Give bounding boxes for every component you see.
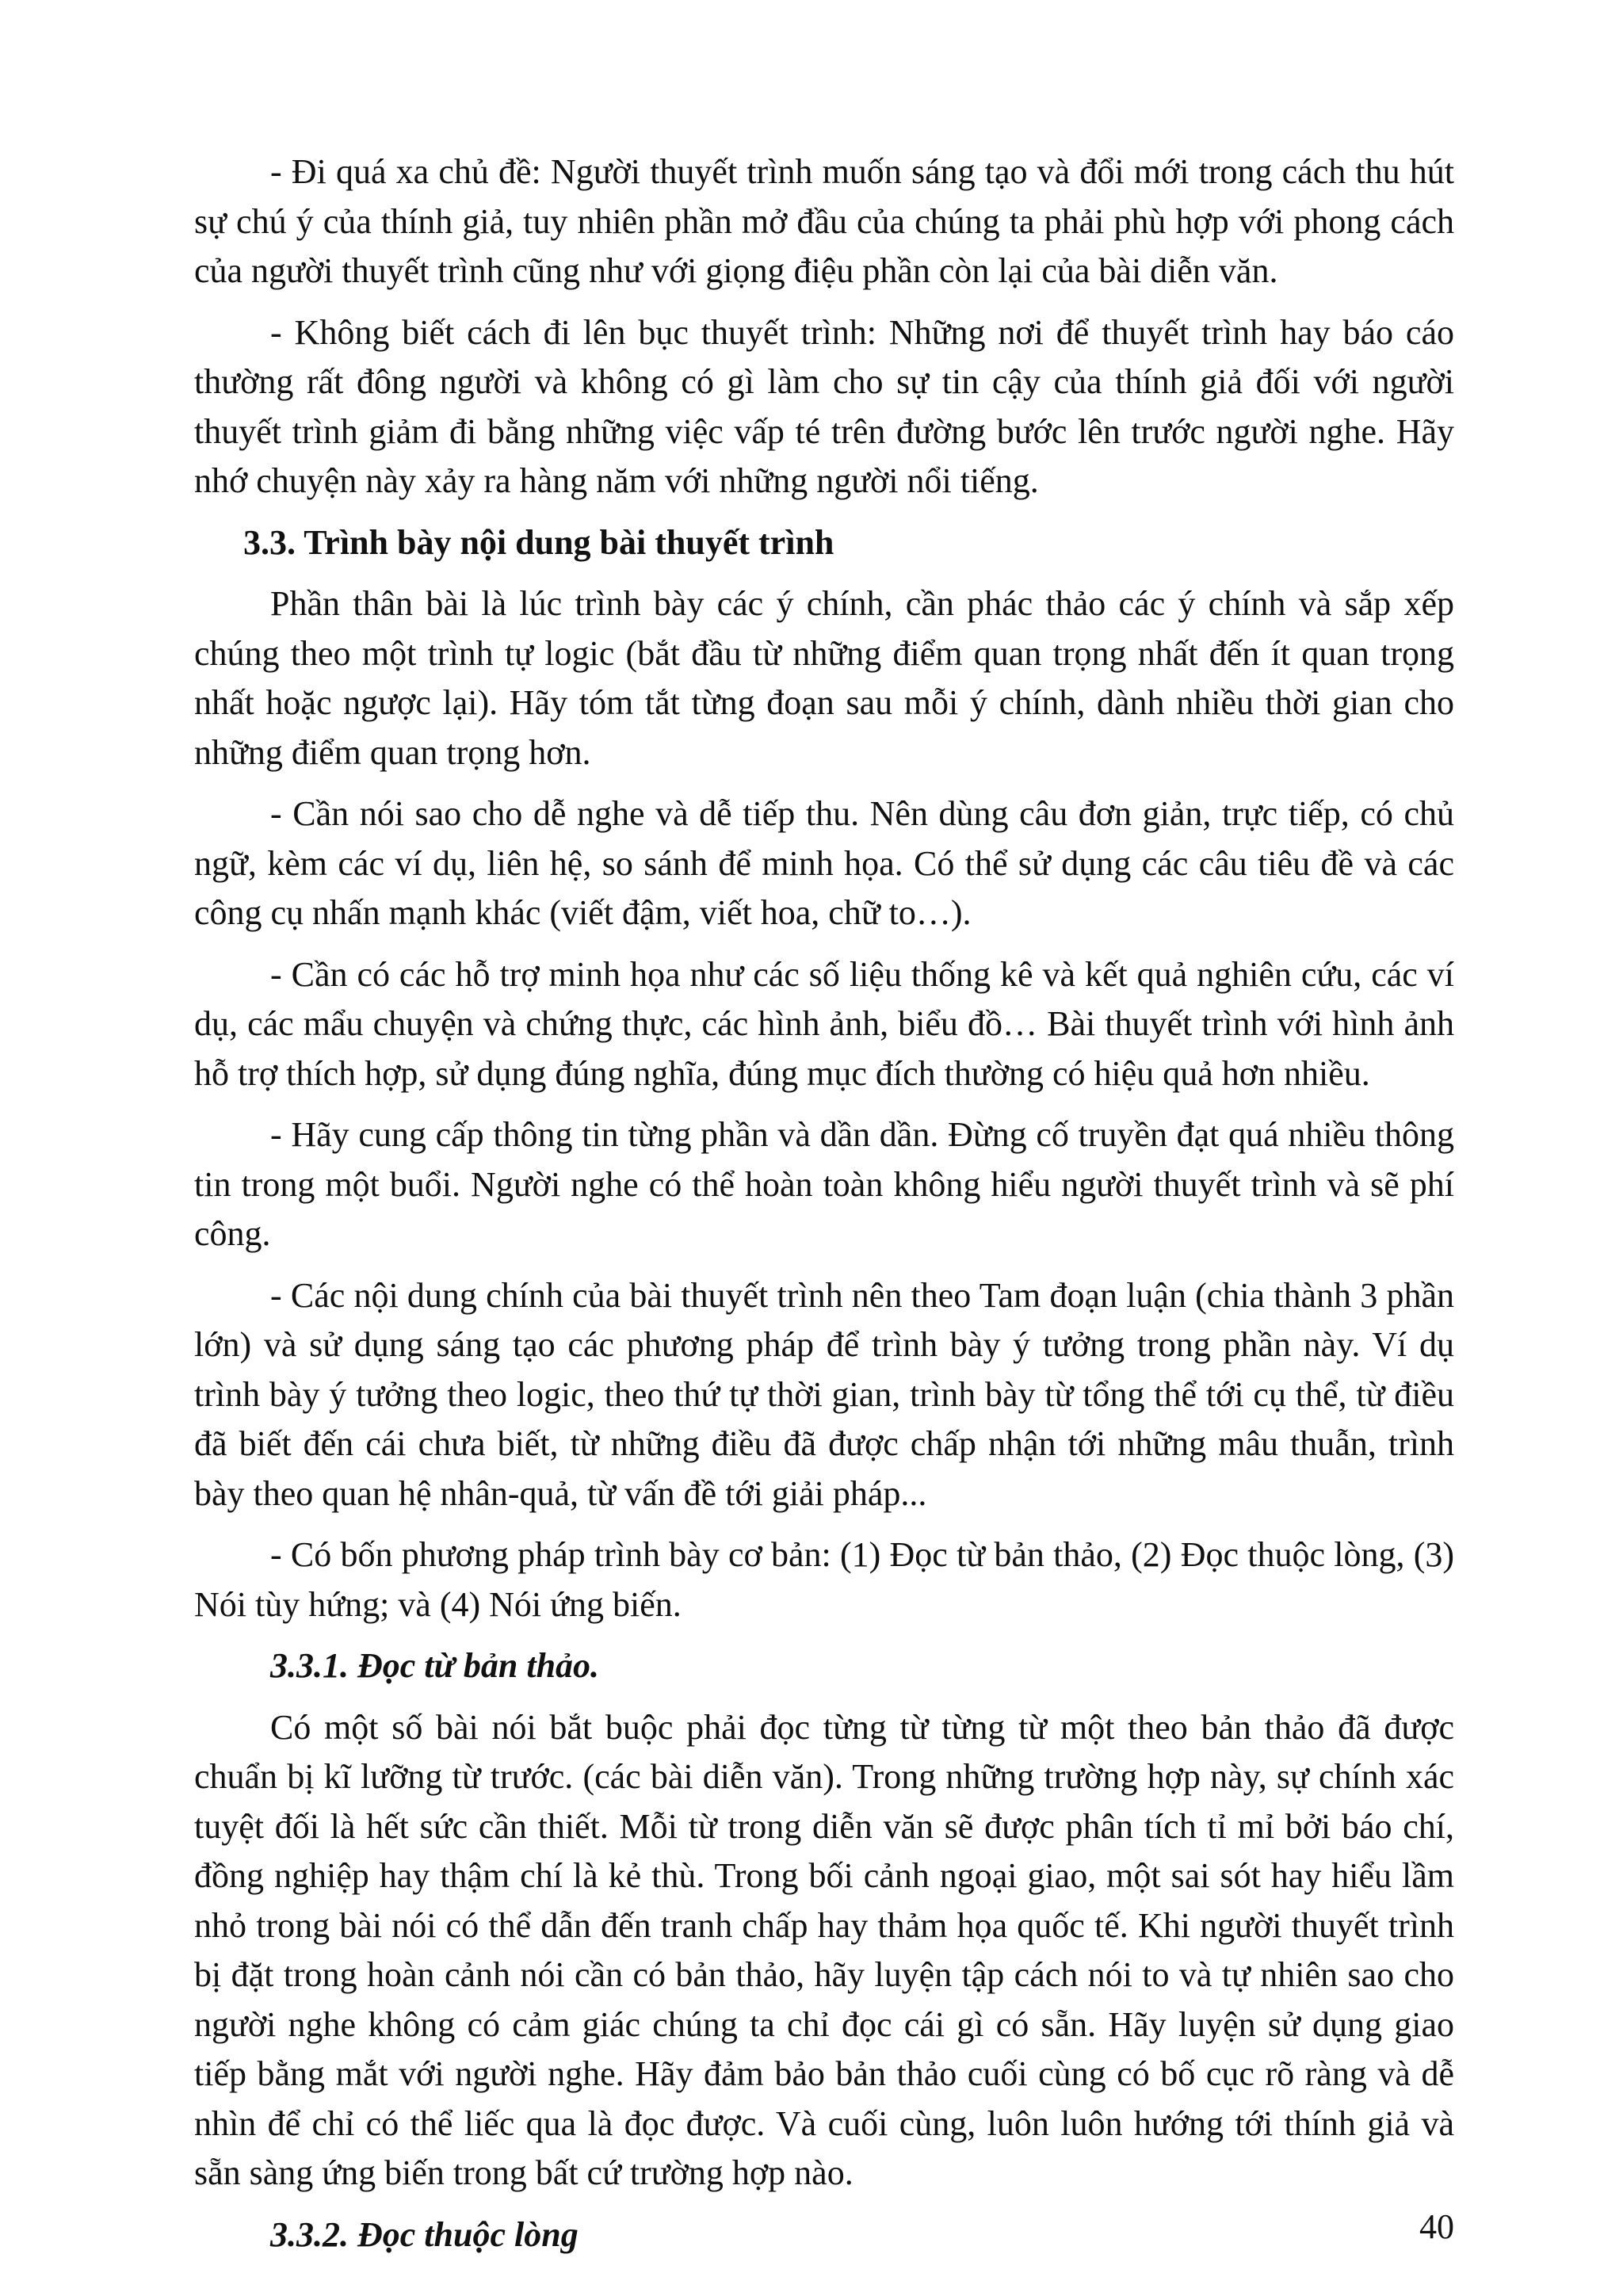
paragraph-stepping-up: - Không biết cách đi lên bục thuyết trình: Những nơi để thuyết trình hay báo cáo thường rất đông người và không có gì làm cho sự tin cậy của thính giả đối với người thuyết trình giảm đi bằng những việc vấp té trên đường bước lên trước người nghe. Hãy nhớ chuyện này xảy ra hàng năm với những người nổi tiếng. <box>194 312 1454 500</box>
paragraph-illustrations: - Cần có các hỗ trợ minh họa như các số liệu thống kê và kết quả nghiên cứu, các ví dụ, các mẩu chuyện và chứng thực, các hình ảnh, biểu đồ… Bài thuyết trình với hình ảnh hỗ trợ thích hợp, sử dụng đúng nghĩa, đúng mục đích thường có hiệu quả hơn nhiều. <box>194 954 1454 1093</box>
paragraph-body-intro: Phần thân bài là lúc trình bày các ý chính, cần phác thảo các ý chính và sắp xếp chúng theo một trình tự logic (bắt đầu từ những điểm quan trọng nhất đến ít quan trọng nhất hoặc ngược lại). Hãy tóm tắt từng đoạn sau mỗi ý chính, dành nhiều thời gian cho những điểm quan trọng hơn. <box>194 584 1454 772</box>
paragraph-syllogism: - Các nội dung chính của bài thuyết trình nên theo Tam đoạn luận (chia thành 3 phần lớn) và sử dụng sáng tạo các phương pháp để trình bày ý tưởng trong phần này. Ví dụ trình bày ý tưởng theo logic, theo thứ tự thời gian, trình bày từ tổng thể tới cụ thể, từ điều đã biết đến cái chưa biết, từ những điều đã được chấp nhận tới những mâu thuẫn, trình bày theo quan hệ nhân-quả, từ vấn đề tới giải pháp... <box>194 1275 1454 1513</box>
subsection-heading-3-3-1: 3.3.1. Đọc từ bản thảo. <box>270 1646 600 1685</box>
subsection-heading-3-3-2: 3.3.2. Đọc thuộc lòng <box>270 2214 579 2254</box>
page-body <box>194 147 1454 2271</box>
paragraph-four-methods: - Có bốn phương pháp trình bày cơ bản: (1) Đọc từ bản thảo, (2) Đọc thuộc lòng, (3) Nói tùy hứng; và (4) Nói ứng biến. <box>194 1535 1454 1624</box>
paragraph-gradual-info: - Hãy cung cấp thông tin từng phần và dần dần. Đừng cố truyền đạt quá nhiều thông tin trong một buổi. Người nghe có thể hoàn toàn không hiểu người thuyết trình và sẽ phí công. <box>194 1115 1454 1253</box>
paragraph-off-topic: - Đi quá xa chủ đề: Người thuyết trình muốn sáng tạo và đổi mới trong cách thu hút sự chú ý của thính giả, tuy nhiên phần mở đầu của chúng ta phải phù hợp với phong cách của người thuyết trình cũng như với giọng điệu phần còn lại của bài diễn văn. <box>194 152 1454 290</box>
page-number: 40 <box>1419 2207 1454 2246</box>
paragraph-reading-manuscript: Có một số bài nói bắt buộc phải đọc từng từ từng từ một theo bản thảo đã được chuẩn bị kĩ lưỡng từ trước. (các bài diễn văn). Trong những trường hợp này, sự chính xác tuyệt đối là hết sức cần thiết. Mỗi từ trong diễn văn sẽ được phân tích tỉ mỉ bởi báo chí, đồng nghiệp hay thậm chí là kẻ thù. Trong bối cảnh ngoại giao, một sai sót hay hiểu lầm nhỏ trong bài nói có thể dẫn đến tranh chấp hay thảm họa quốc tế. Khi người thuyết trình bị đặt trong hoàn cảnh nói cần có bản thảo, hãy luyện tập cách nói to và tự nhiên sao cho người nghe không có cảm giác chúng ta chỉ đọc cái gì có sẵn. Hãy luyện sử dụng giao tiếp bằng mắt với người nghe. Hãy đảm bảo bản thảo cuối cùng có bố cục rõ ràng và dễ nhìn để chỉ có thể liếc qua là đọc được. Và cuối cùng, luôn luôn hướng tới thính giả và sẵn sàng ứng biến trong bất cứ trường hợp nào. <box>194 1707 1454 2192</box>
paragraph-easy-to-hear: - Cần nói sao cho dễ nghe và dễ tiếp thu. Nên dùng câu đơn giản, trực tiếp, có chủ ngữ, kèm các ví dụ, liên hệ, so sánh để minh họa. Có thể sử dụng các câu tiêu đề và các công cụ nhấn mạnh khác (viết đậm, viết hoa, chữ to…). <box>194 794 1454 932</box>
section-heading-3-3: 3.3. Trình bày nội dung bài thuyết trình <box>243 522 834 562</box>
